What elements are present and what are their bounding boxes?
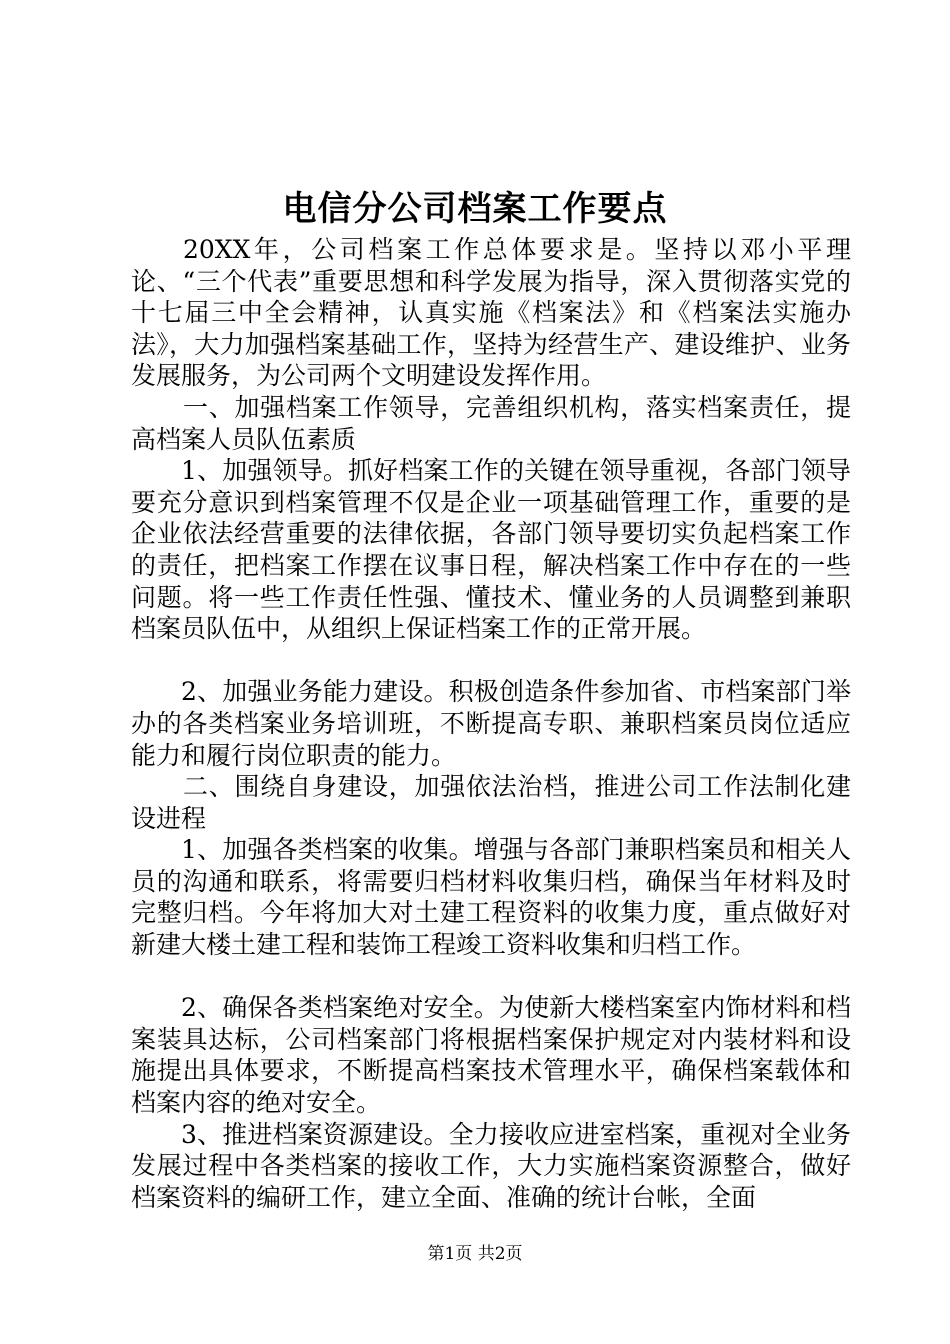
document-body [131,234,851,1213]
document-title: 电信分公司档案工作要点 [282,189,668,229]
paragraph-2-1: 1、加强各类档案的收集。增强与各部门兼职档案员和相关人员的沟通和联系，将需要归档材料收集归档，确保当年材料及时完整归档。今年将加大对土建工程资料的收集力度，重点做好对新建大楼土建工程和装饰工程竣工资料收集和归档工作。 [131,835,851,960]
blank-line [131,645,851,677]
section-heading-1: 一、加强档案工作领导，完善组织机构，落实档案责任，提高档案人员队伍素质 [131,392,851,454]
paragraph-1-1: 1、加强领导。抓好档案工作的关键在领导重视，各部门领导要充分意识到档案管理不仅是企业一项基础管理工作，重要的是企业依法经营重要的法律依据，各部门领导要切实负起档案工作的责任，把档案工作摆在议事日程，解决档案工作中存在的一些问题。将一些工作责任性强、懂技术、懂业务的人员调整到兼职档案员队伍中，从组织上保证档案工作的正常开展。 [131,456,851,644]
blank-line [131,961,851,993]
paragraph-2-2: 2、确保各类档案绝对安全。为使新大楼档案室内饰材料和档案装具达标，公司档案部门将根据档案保护规定对内装材料和设施提出具体要求，不断提高档案技术管理水平，确保档案载体和档案内容的绝对安全。 [131,993,851,1118]
page-number-footer: 第1页 共2页 [427,1244,523,1264]
paragraph-intro: 20XX年，公司档案工作总体要求是。坚持以邓小平理论、“三个代表”重要思想和科学发展为指导，深入贯彻落实党的十七届三中全会精神，认真实施《档案法》和《档案法实施办法》，大力加强档案基础工作，坚持为经营生产、建设维护、业务发展服务，为公司两个文明建设发挥作用。 [131,235,851,391]
paragraph-2-3: 3、推进档案资源建设。全力接收应进室档案，重视对全业务发展过程中各类档案的接收工作，大力实施档案资源整合，做好档案资料的编研工作，建立全面、准确的统计台帐，全面 [131,1119,851,1212]
section-heading-2: 二、围绕自身建设，加强依法治档，推进公司工作法制化建设进程 [131,772,851,833]
paragraph-1-2: 2、加强业务能力建设。积极创造条件参加省、市档案部门举办的各类档案业务培训班，不断提高专职、兼职档案员岗位适应能力和履行岗位职责的能力。 [131,677,851,770]
